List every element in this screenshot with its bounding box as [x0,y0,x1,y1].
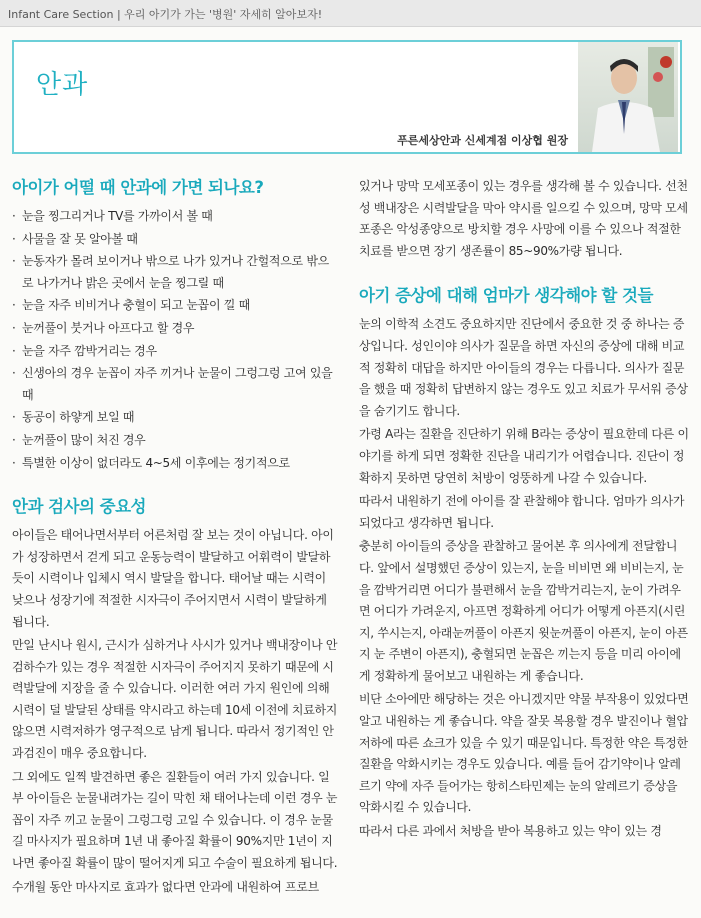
section-bar [0,0,701,27]
doctor-photo [578,42,678,152]
paragraph: 아이들은 태어나면서부터 어른처럼 잘 보는 것이 아닙니다. 아이가 성장하면서 걷게 되고 운동능력이 발달하고 어휘력이 발달하듯이 시력이나 입체시 역시 발달을 합니다. 태어날 때는 시력이 낮으나 성장기에 적절한 시자극이 주어지면서 시력이 발달하게 됩니다. [12,528,334,629]
heading-when-to-visit: 아이가 어떨 때 안과에 가면 되나요? [12,178,264,197]
list-item: · 신생아의 경우 눈꼽이 자주 끼거나 눈물이 그렁그렁 고여 있을 때 [12,363,340,406]
heading-exam-importance: 안과 검사의 중요성 [12,497,147,517]
list-item: · 눈을 자주 비비거나 충혈이 되고 눈꼽이 낄 때 [12,295,340,317]
paragraph: 가령 A라는 질환을 진단하기 위해 B라는 증상이 필요한데 다른 이야기를 하게 되면 정확한 진단을 내리기가 어렵습니다. 진단이 정확하지 못하면 당연히 처방이 엉뚱하게 나갈 수 있습니다. [359,427,689,485]
paragraph: 따라서 내원하기 전에 아이를 잘 관찰해야 합니다. 엄마가 의사가 되었다고 생각하면 됩니다. [359,494,685,530]
paragraph: 만일 난시나 원시, 근시가 심하거나 사시가 있거나 백내장이나 안검하수가 있는 경우 적절한 시자극이 주어지지 못하기 때문에 시력발달에 지장을 줄 수 있습니다. 이러한 여러 가지 원인에 의해 시력이 덜 발달된 상태를 약시라고 하는데 10세 이전에 치료하지 않으면 시력저하가 영구적으로 남게 됩니다. 따라서 정기적인 안과검진이 매우 중요합니다. [12,638,338,761]
list-item: · 눈꺼풀이 많이 처진 경우 [12,430,340,452]
symptom-list [12,206,340,474]
right-column [359,176,689,845]
list-item: · 사물을 잘 못 알아볼 때 [12,229,340,251]
doctor-portrait-image [578,42,678,152]
paragraph: 따라서 다른 과에서 처방을 받아 복용하고 있는 약이 있는 경 [359,824,662,839]
list-item: · 눈동자가 몰려 보이거나 밖으로 나가 있거나 간헐적으로 밖으로 나가거나 밝은 곳에서 눈을 찡그릴 때 [12,251,340,294]
paragraph: 눈의 이학적 소견도 중요하지만 진단에서 중요한 것 중 하나는 증상입니다. 성인이야 의사가 질문을 하면 자신의 증상에 대해 비교적 정확히 대답을 하지만 아이들의 경우는 다릅니다. 의사가 질문을 했을 때 정확히 답변하지 않는 경우도 있고 치료가 무서워 증상을 숨기기도 합니다. [359,317,688,418]
list-item: · 눈을 찡그리거나 TV를 가까이서 볼 때 [12,206,340,228]
paragraph: 수개월 동안 마사지로 효과가 없다면 안과에 내원하여 프로브 [12,879,319,894]
author-credit: 푸른세상안과 신세계점 이상협 원장 [397,134,568,147]
list-item: · 눈꺼풀이 붓거나 아프다고 할 경우 [12,318,340,340]
paragraph: 비단 소아에만 해당하는 것은 아니겠지만 약물 부작용이 있었다면 알고 내원하는 게 좋습니다. 약을 잘못 복용할 경우 발진이나 혈압저하에 따른 쇼크가 있을 수 있기 때문입니다. 특정한 약은 특정한 질환을 악화시키는 경우도 있습니다. 예를 들어 감기약이나 알레르기 약에 자주 들어가는 항히스타민제는 눈의 알레르기 증상을 악화시킬 수 있습니다. [359,692,689,815]
left-column [12,176,340,900]
paragraph: 그 외에도 일찍 발견하면 좋은 질환들이 여러 가지 있습니다. 일부 아이들은 눈물내려가는 길이 막힌 채 태어나는데 이런 경우 눈꼽이 자주 끼고 눈물이 그렁그렁 고일 수 있습니다. 이 경우 눈물길 마사지가 필요하며 1년 내 좋아질 확률이 90%지만 1년이 지나면 좋아질 확률이 많이 떨어지게 되고 수술이 필요하게 됩니다. [12,769,338,871]
list-item: · 특별한 이상이 없더라도 4~5세 이후에는 정기적으로 [12,453,340,475]
paragraph: 충분히 아이들의 증상을 관찰하고 물어본 후 의사에게 전달합니다. 앞에서 설명했던 증상이 있는지, 눈을 비비면 왜 비비는지, 눈을 깜박거리면 어디가 불편해서 눈을 깜박거리는지, 눈이 가려우면 어디가 가려운지, 아프면 정확하게 어디가 어떻게 아픈지(시린지, 쑤시는지, 아래눈꺼풀이 아픈지 윗눈꺼풀이 아픈지, 눈이 아픈지 눈 주변이 아픈지), 충혈되면 눈꼽은 끼는지 등을 미리 아이에게 정확하게 물어보고 내원하는 게 좋습니다. [359,539,688,683]
list-item: · 눈을 자주 깜박거리는 경우 [12,341,340,363]
article-header [12,40,682,154]
list-item: · 동공이 하얗게 보일 때 [12,407,340,429]
section-bar-text: Infant Care Section | 우리 아기가 가는 '병원' 자세히 알아보자! [8,8,323,21]
paragraph: 있거나 망막 모세포종이 있는 경우를 생각해 볼 수 있습니다. 선천성 백내장은 시력발달을 막아 약시를 일으킬 수 있으며, 망막 모세포종은 악성종양으로 방치할 경우 사망에 이를 수 있으나 적절한 치료를 받으면 장기 생존률이 85~90%가량 됩니다. [359,179,688,258]
page-title: 안과 [36,70,89,100]
heading-mom-considerations: 아기 증상에 대해 엄마가 생각해야 할 것들 [359,286,653,306]
